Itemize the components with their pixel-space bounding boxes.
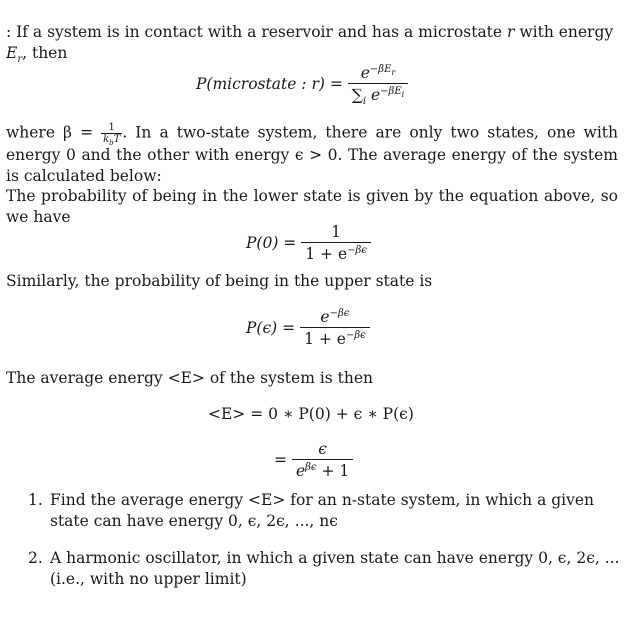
eq-avg-equals: = [274,451,287,469]
where-text: . In a two-state system, there are only two states, one with energy 0 and the other with energy ϵ > 0. The average energy of the system is calculated below: [6,123,618,185]
eq-p0-fraction [301,223,371,263]
eq-main-denominator: $\sum_i$ $e^{-\beta E_i}$ [351,85,405,108]
eq-p0-numerator: 1 [301,223,371,243]
eq-pe-denominator: $1 + e^{-\beta\epsilon}$ [304,329,366,348]
upper-state-paragraph: Similarly, the probability of being in the upper state is [6,272,433,290]
intro-var-r: r [507,23,515,41]
intro-text-1: : If a system is in contact with a reservoir and has a microstate [6,23,508,41]
eq-main-numerator: $e^{-\beta E_r}$ [348,64,408,84]
where-paragraph [6,122,618,187]
eq-pe-fraction [300,308,370,348]
equation-pe [246,308,370,348]
equation-average-energy-line2 [274,440,353,480]
intro-paragraph [6,22,618,64]
question-text-2: A harmonic oscillator, in which a given state can have energy 0, ϵ, 2ϵ, ... (i.e., with no upper limit) [50,549,620,588]
average-energy-paragraph: The average energy <E> of the system is then [6,369,374,387]
beta-fraction: $\frac{1}{k_bT}$ [103,122,121,147]
question-item-2 [28,548,620,590]
intro-text-2: , then [22,44,68,62]
equation-average-energy-line1: <E> = 0 ∗ P(0) + ϵ ∗ P(ϵ) [208,405,414,423]
question-number-1: 1. [28,491,43,509]
where-prefix: where β = [6,123,102,142]
lower-state-paragraph: The probability of being in the lower state is given by the equation above, so we have [6,187,618,226]
question-number-2: 2. [28,549,43,567]
question-text-1: Find the average energy <E> for an n-state system, in which a given state can have energy 0, ϵ, 2ϵ, ..., nϵ [50,491,595,530]
intro-energy-subscript: r [17,54,23,66]
eq-main-fraction [348,63,408,108]
equation-microstate-probability [196,63,408,108]
intro-text-1b: with energy [514,23,614,41]
intro-energy-symbol: E [6,44,18,62]
eq-p0-lhs: P(0) = [246,234,297,252]
eq-pe-lhs: P(ϵ) = [246,319,296,337]
eq-avg-numerator: ϵ [292,440,353,460]
question-item-1 [28,490,620,532]
eq-avg-fraction [292,440,353,480]
eq-avg-denominator: $e^{\beta\epsilon} + 1$ [295,461,350,480]
eq-main-lhs: P(microstate : r) = [196,75,343,93]
eq-p0-denominator: $1 + e^{-\beta\epsilon}$ [305,244,367,263]
equation-p0 [246,223,371,263]
eq-pe-numerator: $e^{-\beta\epsilon}$ [300,308,370,328]
